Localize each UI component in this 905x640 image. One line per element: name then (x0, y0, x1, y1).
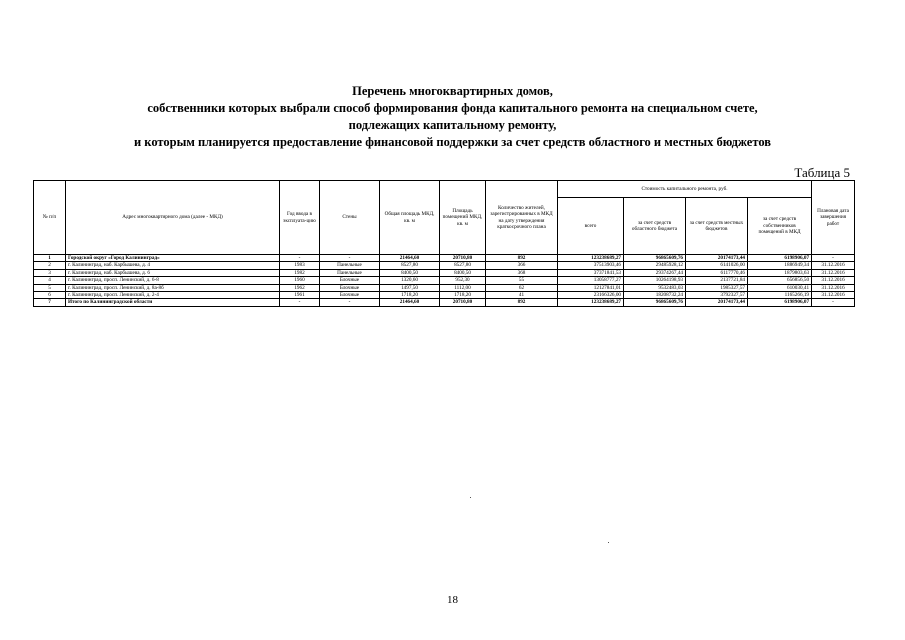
document-title (0, 83, 905, 151)
cell-cost-owners: 1886949,34 (748, 262, 812, 269)
header-walls: Стены (320, 181, 380, 255)
title-line-1: Перечень многоквартирных домов, (352, 84, 553, 98)
cell-cost-total: 37371841,53 (558, 269, 624, 276)
cell-premises-area: 20710,80 (440, 299, 486, 306)
cell-total-area: 21464,60 (380, 255, 440, 262)
cell-cost-local: 2137721,84 (686, 277, 748, 284)
cell-cost-total: 37513903,46 (558, 262, 624, 269)
scan-speck (608, 542, 609, 543)
cell-cost-regional: 96865609,76 (624, 255, 686, 262)
table-row (34, 277, 855, 284)
table-row (34, 284, 855, 291)
cell-date: 31.12.2016 (812, 262, 855, 269)
cell-cost-owners: 1879803,63 (748, 269, 812, 276)
cell-year: 1960 (280, 277, 320, 284)
cell-residents: 62 (486, 284, 558, 291)
cell-cost-total: 12127841,01 (558, 284, 624, 291)
table-label: Таблица 5 (794, 165, 850, 180)
title-line-3: подлежащих капитальному ремонту, (348, 118, 557, 132)
header-total-area: Общая площадь МКД, кв. м (380, 181, 440, 255)
cell-cost-local: 3792327,57 (686, 292, 748, 299)
header-cost-total: всего (558, 198, 624, 255)
cell-num: 7 (34, 299, 66, 306)
cell-year: - (280, 255, 320, 262)
cell-premises-area: 20710,80 (440, 255, 486, 262)
cell-walls: - (320, 299, 380, 306)
cell-date: - (812, 255, 855, 262)
cell-residents: 892 (486, 299, 558, 306)
cell-walls: Блочные (320, 292, 380, 299)
cell-total-area: 1320,60 (380, 277, 440, 284)
cell-cost-total: 123238689,27 (558, 255, 624, 262)
header-cost-local: за счет средств местных бюджетов (686, 198, 748, 255)
cell-cost-regional: 9532483,03 (624, 284, 686, 291)
cell-date: 31.12.2016 (812, 269, 855, 276)
cell-num: 4 (34, 277, 66, 284)
cell-cost-owners: 6198906,07 (748, 299, 812, 306)
cell-year: 1962 (280, 284, 320, 291)
cell-address: г. Калининград, просп. Ленинский, д. 6-8 (66, 277, 280, 284)
cell-cost-regional: 18208732,24 (624, 292, 686, 299)
title-line-2: собственники которых выбрали способ формирования фонда капитального ремонта на специальном счете, (147, 101, 758, 115)
cell-date: 31.12.2016 (812, 292, 855, 299)
header-address: Адрес многоквартирного дома (далее - МКД) (66, 181, 280, 255)
cell-cost-owners: 1165266,19 (748, 292, 812, 299)
table-row (34, 292, 855, 299)
cell-address: г. Калининград, просп. Ленинский, д. 8а-8б (66, 284, 280, 291)
cell-cost-regional: 10264198,93 (624, 277, 686, 284)
cell-premises-area: 1718,20 (440, 292, 486, 299)
cell-total-area: 1497,50 (380, 284, 440, 291)
cell-num: 3 (34, 269, 66, 276)
cell-cost-total: 13058777,27 (558, 277, 624, 284)
cell-address: Городской округ «Город Калининград» (66, 255, 280, 262)
scan-speck (470, 497, 471, 498)
cell-walls: - (320, 255, 380, 262)
title-line-4: и которым планируется предоставление финансовой поддержки за счет средств областного и местных бюджетов (133, 135, 772, 149)
header-cost-regional: за счет средств областного бюджета (624, 198, 686, 255)
cell-cost-owners: 610030,41 (748, 284, 812, 291)
houses-table (33, 180, 855, 307)
header-premises-area: Площадь помещений МКД, кв. м (440, 181, 486, 255)
cell-date: 31.12.2016 (812, 284, 855, 291)
cell-year: 1961 (280, 292, 320, 299)
cell-date: 31.12.2016 (812, 277, 855, 284)
cell-address: г. Калининград, просп. Ленинский, д. 2-4 (66, 292, 280, 299)
cell-num: 1 (34, 255, 66, 262)
cell-total-area: 8527,80 (380, 262, 440, 269)
table-row (34, 262, 855, 269)
cell-cost-local: 6141026,00 (686, 262, 748, 269)
header-num: № п/п (34, 181, 66, 255)
header-cost-owners: за счет средств собственников помещений в МКД (748, 198, 812, 255)
header-planned-date: Плановая дата завершения работ (812, 181, 855, 255)
table-row (34, 299, 855, 306)
cell-cost-owners: 656856,50 (748, 277, 812, 284)
cell-address: г. Калининград, наб. Карбышева, д. 4 (66, 262, 280, 269)
cell-residents: 892 (486, 255, 558, 262)
cell-walls: Блочные (320, 277, 380, 284)
cell-cost-local: 20174173,44 (686, 255, 748, 262)
cell-premises-area: 8400,50 (440, 269, 486, 276)
cell-year: 1983 (280, 262, 320, 269)
cell-residents: 366 (486, 262, 558, 269)
cell-premises-area: 1112,00 (440, 284, 486, 291)
cell-num: 2 (34, 262, 66, 269)
header-year: Год ввода в эксплуата-цию (280, 181, 320, 255)
cell-cost-regional: 29485928,12 (624, 262, 686, 269)
cell-walls: Блочные (320, 284, 380, 291)
cell-walls: Панельные (320, 262, 380, 269)
cell-premises-area: 8527,80 (440, 262, 486, 269)
cell-total-area: 1718,20 (380, 292, 440, 299)
header-residents: Количество жителей, зарегистрированных в МКД на дату утверждения краткосрочного плана (486, 181, 558, 255)
header-cost-group: Стоимость капитального ремонта, руб. (558, 181, 812, 198)
cell-walls: Панельные (320, 269, 380, 276)
cell-year: - (280, 299, 320, 306)
cell-total-area: 21464,60 (380, 299, 440, 306)
cell-address: Итого по Калининградской области (66, 299, 280, 306)
cell-cost-total: 23166326,00 (558, 292, 624, 299)
cell-cost-regional: 96865609,76 (624, 299, 686, 306)
cell-cost-total: 123238689,27 (558, 299, 624, 306)
cell-num: 5 (34, 284, 66, 291)
cell-cost-owners: 6198906,07 (748, 255, 812, 262)
cell-cost-local: 6117770,46 (686, 269, 748, 276)
cell-address: г. Калининград, наб. Карбышева, д. 6 (66, 269, 280, 276)
cell-total-area: 8400,50 (380, 269, 440, 276)
cell-premises-area: 952,30 (440, 277, 486, 284)
cell-cost-regional: 29374267,44 (624, 269, 686, 276)
cell-cost-local: 1985327,57 (686, 284, 748, 291)
cell-num: 6 (34, 292, 66, 299)
cell-residents: 368 (486, 269, 558, 276)
cell-residents: 41 (486, 292, 558, 299)
table-row (34, 255, 855, 262)
page-number: 18 (447, 594, 458, 606)
cell-year: 1982 (280, 269, 320, 276)
table-row (34, 269, 855, 276)
cell-date: - (812, 299, 855, 306)
cell-cost-local: 20174173,44 (686, 299, 748, 306)
cell-residents: 55 (486, 277, 558, 284)
